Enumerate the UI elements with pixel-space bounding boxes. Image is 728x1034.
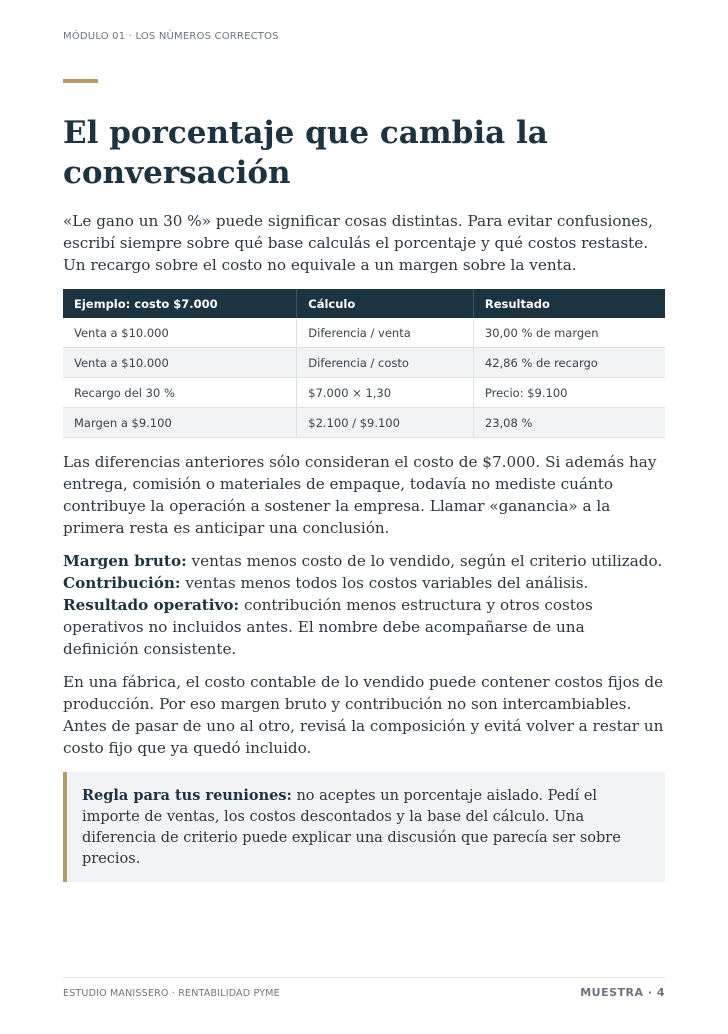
table-cell: Venta a $10.000	[63, 348, 297, 378]
definition-text: ventas menos costo de lo vendido, según el criterio utilizado.	[186, 552, 663, 570]
intro-paragraph: «Le gano un 30 %» puede significar cosas distintas. Para evitar confusiones, escribí siempre sobre qué base calculás el porcentaje y qué costos restaste. Un recargo sobre el costo no equivale a un margen sobre la venta.	[63, 212, 653, 274]
accent-rule	[63, 79, 98, 83]
callout-body: no aceptes un porcentaje aislado. Pedí el importe de ventas, los costos descontados y la base del cálculo. Una diferencia de criterio puede explicar una discusión que parecía ser sobre precios.	[82, 788, 621, 867]
definition-text: contribución menos estructura y otros costos operativos no incluidos antes. El nombre debe acompañarse de una definición consistente.	[63, 596, 593, 658]
callout-label: Regla para tus reuniones:	[82, 787, 292, 804]
footer-publisher: ESTUDIO MANISSERO · RENTABILIDAD PYME	[63, 988, 280, 999]
callout-text	[82, 785, 645, 870]
table-row	[63, 378, 665, 408]
table-cell: Diferencia / venta	[297, 318, 474, 348]
definition-text: ventas menos todos los costos variables del análisis.	[180, 574, 589, 592]
definitions-paragraph	[63, 550, 665, 660]
module-kicker: MÓDULO 01 · LOS NÚMEROS CORRECTOS	[63, 31, 279, 42]
rule-callout	[63, 772, 665, 882]
paragraph-factory: En una fábrica, el costo contable de lo vendido puede contener costos fijos de producción. Por eso margen bruto y contribución no son intercambiables. Antes de pasar de uno al otro, revisá la composición y evitá volver a restar un costo fijo que ya quedó incluido.	[63, 673, 664, 757]
table-header-cell: Ejemplo: costo $7.000	[63, 289, 297, 318]
table-header-cell: Cálculo	[297, 289, 474, 318]
footer-divider	[63, 977, 665, 978]
table-cell: Venta a $10.000	[63, 318, 297, 348]
table-cell: Margen a $9.100	[63, 408, 297, 438]
paragraph-costs: Las diferencias anteriores sólo consideran el costo de $7.000. Si además hay entrega, comisión o materiales de empaque, todavía no mediste cuánto contribuye la operación a sostener la empresa. Llamar «ganancia» a la primera resta es anticipar una conclusión.	[63, 453, 657, 537]
table-cell: 23,08 %	[473, 408, 665, 438]
table-row	[63, 348, 665, 378]
footer-page-number: MUESTRA · 4	[580, 986, 665, 999]
table-row	[63, 408, 665, 438]
definition-term: Resultado operativo:	[63, 596, 240, 614]
table-cell: $2.100 / $9.100	[297, 408, 474, 438]
table-cell: $7.000 × 1,30	[297, 378, 474, 408]
table-header-row	[63, 289, 665, 318]
table-cell: Precio: $9.100	[473, 378, 665, 408]
definition-term: Margen bruto:	[63, 552, 187, 570]
table-cell: Recargo del 30 %	[63, 378, 297, 408]
table-header-cell: Resultado	[473, 289, 665, 318]
table-cell: 42,86 % de recargo	[473, 348, 665, 378]
page-title: El porcentaje que cambia la conversación	[63, 115, 548, 191]
table-cell: Diferencia / costo	[297, 348, 474, 378]
definition-term: Contribución:	[63, 574, 181, 592]
table-row	[63, 318, 665, 348]
table-cell: 30,00 % de margen	[473, 318, 665, 348]
example-table	[63, 289, 665, 438]
